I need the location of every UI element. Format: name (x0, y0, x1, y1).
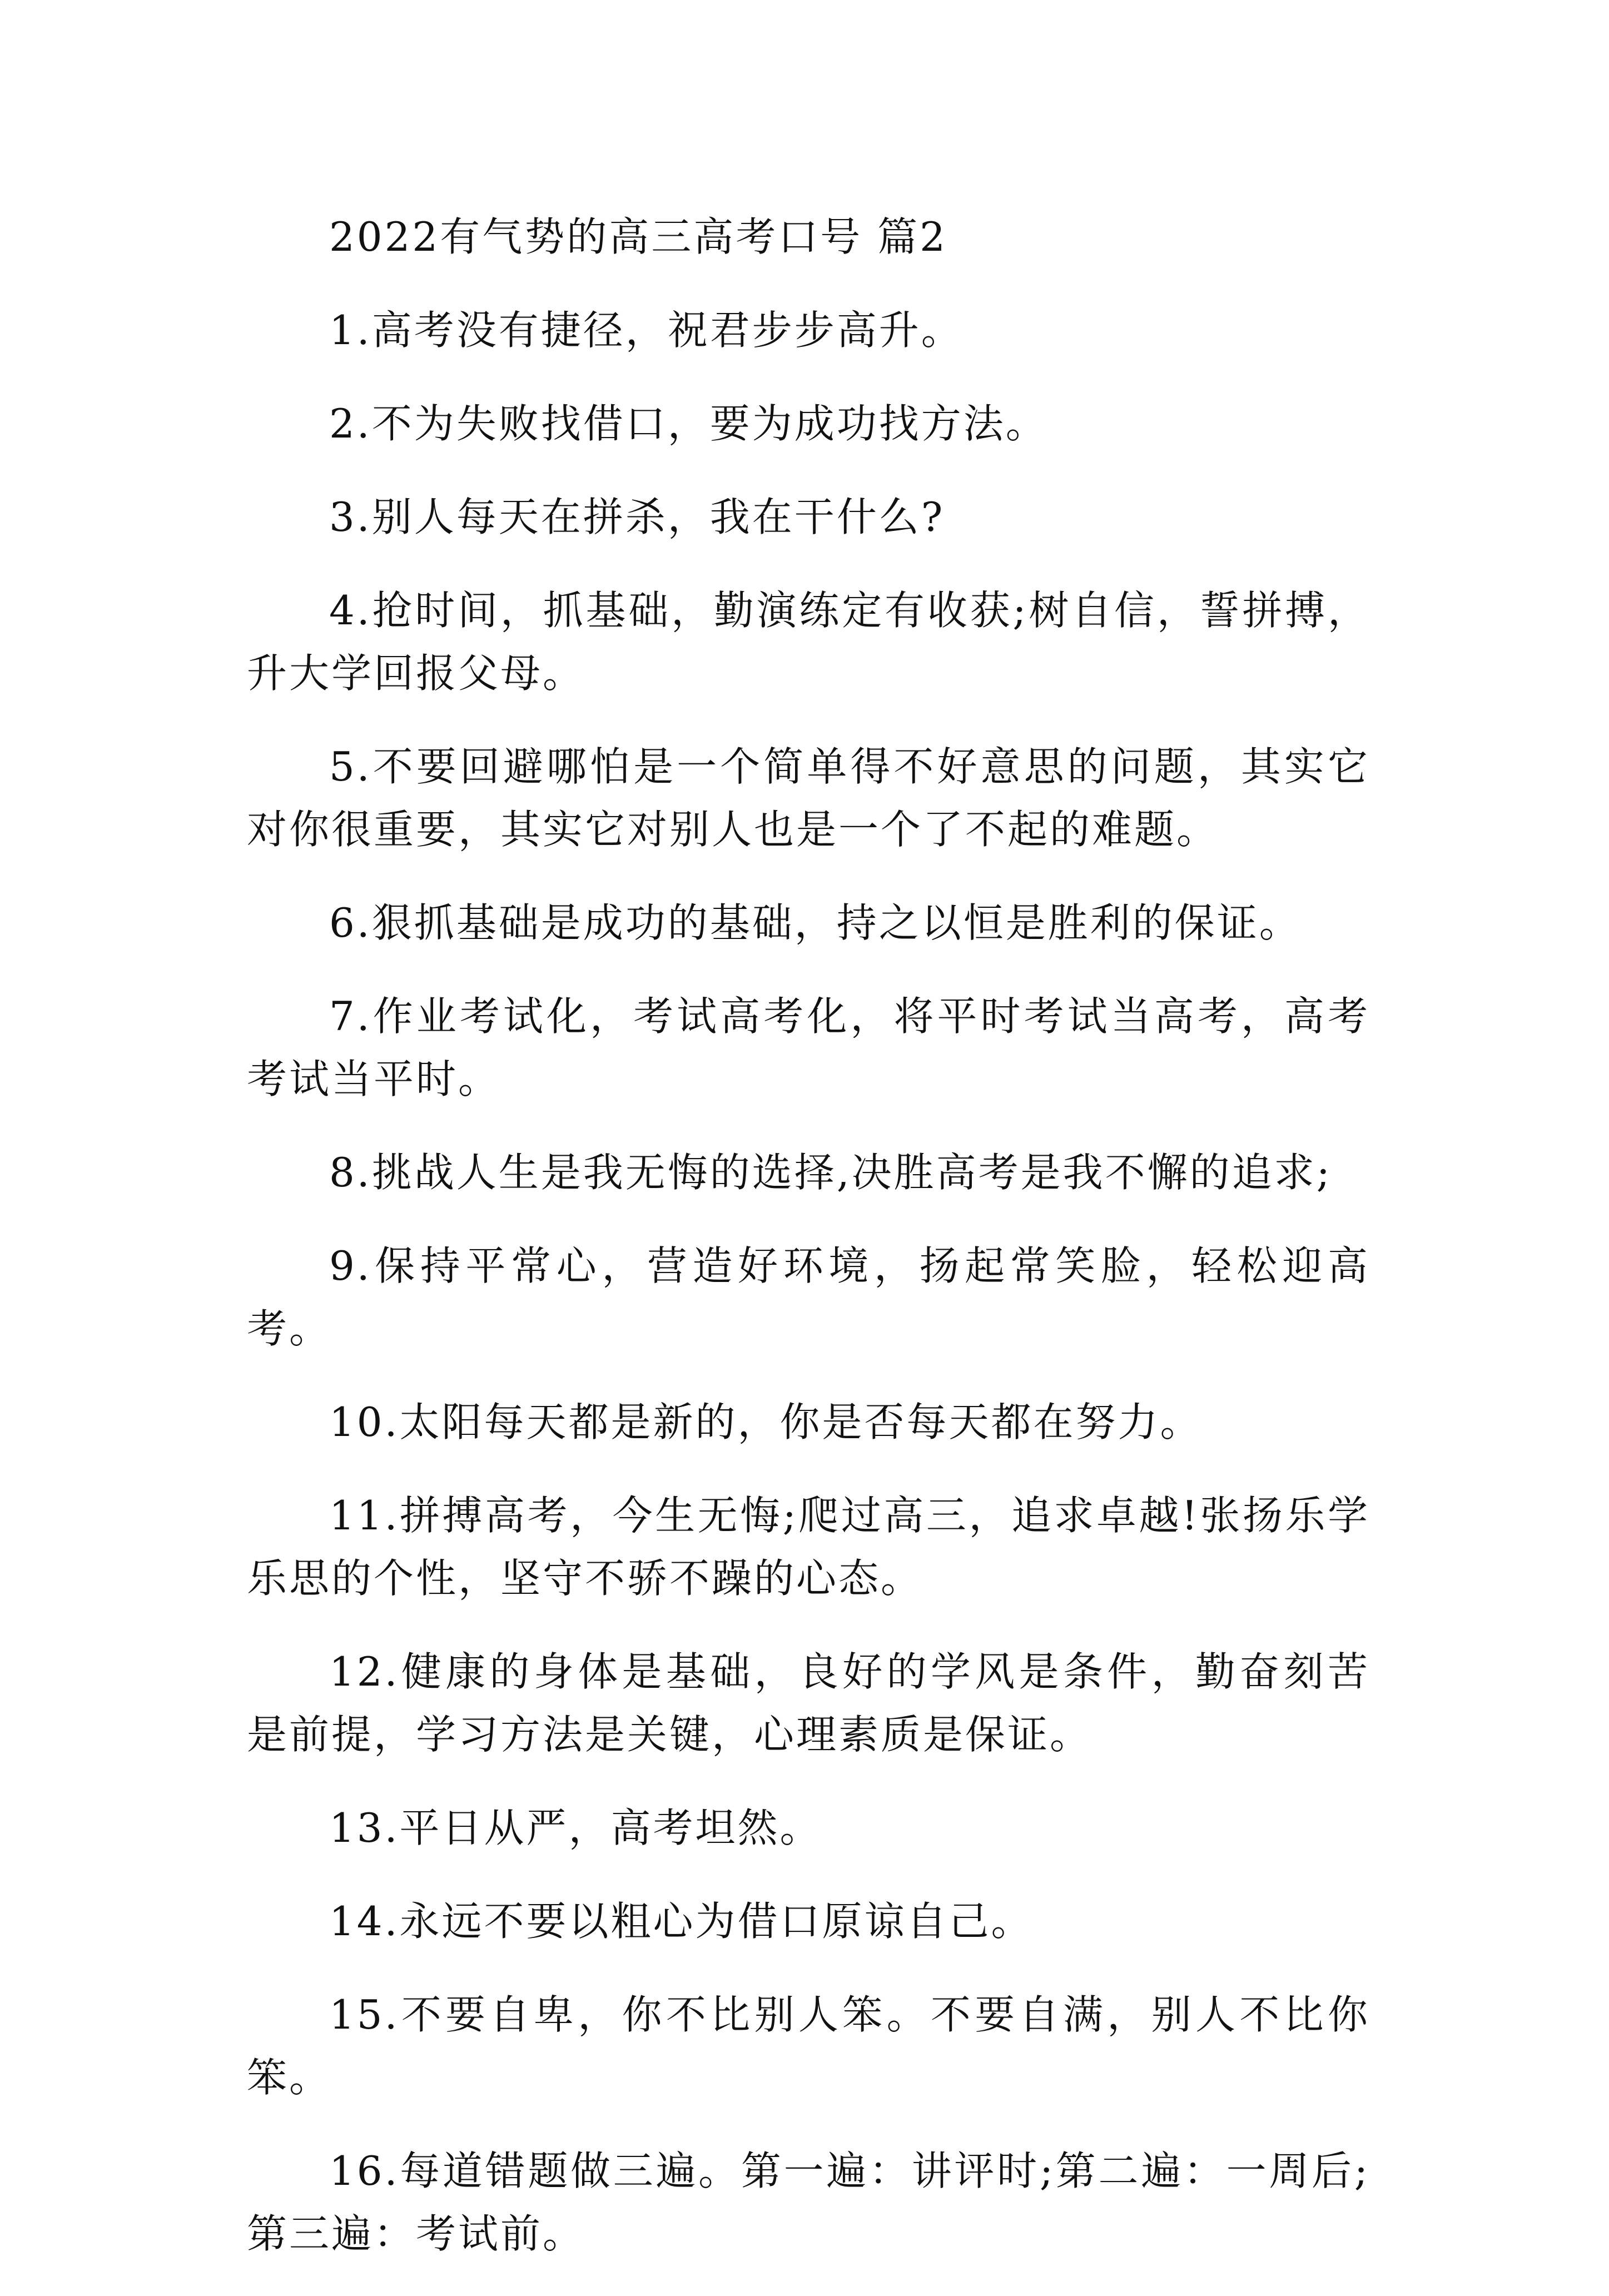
list-item: 8.挑战人生是我无悔的选择,决胜高考是我不懈的追求; (329, 1149, 1332, 1196)
list-item: 11.拼搏高考，今生无悔;爬过高三，追求卓越!张扬乐学乐思的个性，坚守不骄不躁的心态。 (247, 1492, 1370, 1602)
document-title: 2022有气势的高三高考口号 篇2 (329, 213, 947, 260)
list-item: 9.保持平常心，营造好环境，扬起常笑脸，轻松迎高考。 (247, 1243, 1370, 1352)
list-item: 7.作业考试化，考试高考化，将平时考试当高考，高考考试当平时。 (247, 993, 1370, 1102)
list-item: 6.狠抓基础是成功的基础，持之以恒是胜利的保证。 (329, 899, 1302, 946)
list-item: 16.每道错题做三遍。第一遍：讲评时;第二遍：一周后;第三遍：考试前。 (247, 2148, 1370, 2257)
list-item: 15.不要自卑，你不比别人笨。不要自满，别人不比你笨。 (247, 1991, 1370, 2101)
document-body (247, 206, 1370, 2296)
list-item: 12.健康的身体是基础，良好的学风是条件，勤奋刻苦是前提，学习方法是关键，心理素质是保证。 (247, 1648, 1370, 1758)
list-item: 13.平日从严，高考坦然。 (329, 1805, 822, 1851)
list-item: 14.永远不要以粗心为借口原谅自己。 (329, 1898, 1034, 1945)
list-item: 4.抢时间，抓基础，勤演练定有收获;树自信，誓拼搏，升大学回报父母。 (247, 587, 1370, 697)
list-item: 3.别人每天在拼杀，我在干什么? (329, 494, 945, 540)
list-item: 2.不为失败找借口，要为成功找方法。 (329, 400, 1048, 447)
list-item: 10.太阳每天都是新的，你是否每天都在努力。 (329, 1399, 1203, 1445)
list-item: 1.高考没有捷径，祝君步步高升。 (329, 307, 964, 354)
list-item: 5.不要回避哪怕是一个简单得不好意思的问题，其实它对你很重要，其实它对别人也是一个了不起的难题。 (247, 743, 1370, 853)
